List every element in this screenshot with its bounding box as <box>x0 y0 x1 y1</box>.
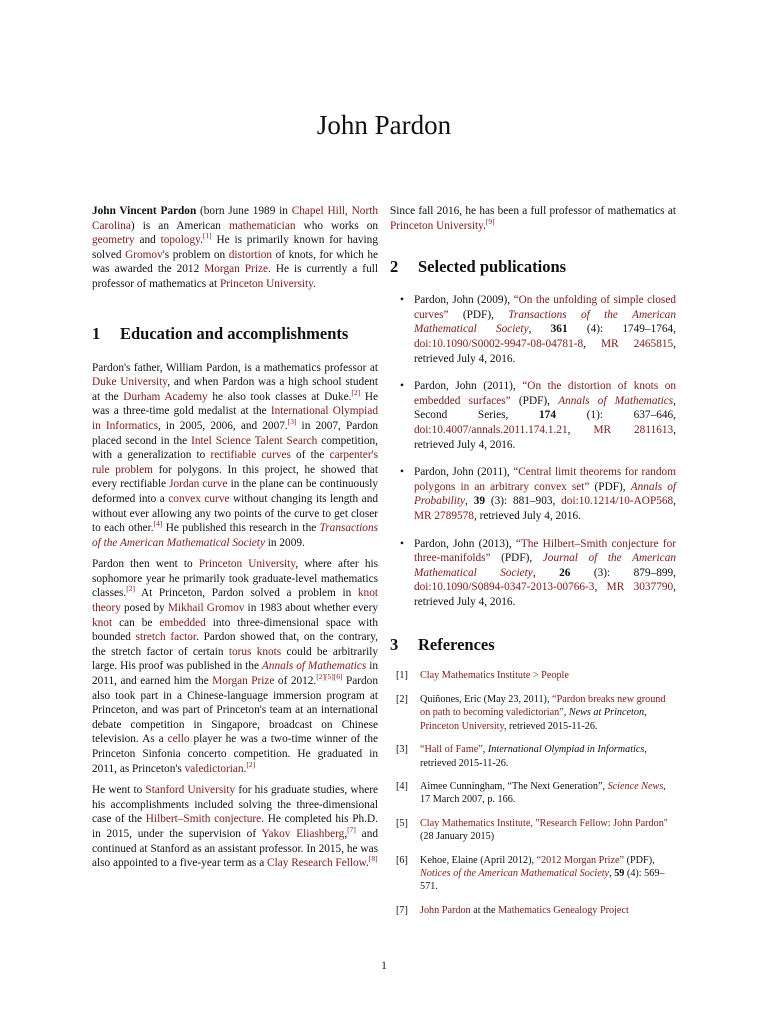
right-column <box>390 204 676 927</box>
ref-publication: Notices of the American Mathematical Society <box>420 867 610 879</box>
reference-item <box>390 817 676 844</box>
section-number: 2 <box>390 257 399 277</box>
ref-link[interactable]: Mathematics Genealogy Project <box>498 904 629 916</box>
ref-link[interactable]: Princeton University <box>420 720 504 732</box>
ref-number: [1] <box>396 670 408 682</box>
education-paragraph-2 <box>92 557 378 776</box>
text: competition, with a generalization to <box>92 434 379 462</box>
ref-publication-link[interactable] <box>608 781 664 792</box>
text: , <box>567 423 594 436</box>
text: who works on <box>295 219 378 232</box>
ref-volume: 59 <box>614 867 625 879</box>
education-paragraph-4 <box>390 204 676 233</box>
link-princeton[interactable]: Princeton University <box>390 219 484 232</box>
link-morgan-prize[interactable]: Morgan Prize <box>212 675 275 688</box>
pub-title-link[interactable]: “The Hilbert–Smith conjecture for three-manifolds” <box>414 537 676 565</box>
link-ioi[interactable]: International Olympiad in Informatics <box>92 405 378 432</box>
text: and <box>134 234 161 247</box>
text: . <box>366 857 369 870</box>
citation-2[interactable]: [2] <box>246 759 256 769</box>
publication-item <box>390 293 676 366</box>
text: (born June 1989 in <box>196 205 292 217</box>
link-valedictorian[interactable]: valedictorian <box>184 762 244 775</box>
link-knot-theory[interactable]: knot theory <box>92 587 378 615</box>
text: Since fall 2016, he has been a full professor of mathematics at <box>390 205 676 217</box>
link-durham-academy[interactable]: Durham Academy <box>123 390 208 403</box>
text: , <box>583 337 601 350</box>
pub-doi-link[interactable]: doi:10.1090/S0002-9947-08-04781-8 <box>414 337 584 350</box>
text: at the <box>470 904 499 916</box>
text: he also took classes at Duke. <box>207 390 352 403</box>
text: . He completed his Ph.D. in 2015, under the supervision of <box>92 813 378 840</box>
link-knot[interactable]: knot <box>92 616 113 629</box>
text: , retrieved July 4, 2016. <box>473 509 581 522</box>
text: . He is currently a full professor of mathematics at <box>92 263 378 290</box>
citation-8[interactable]: [8] <box>368 854 378 864</box>
text: , retrieved July 4, 2016. <box>414 423 676 451</box>
text: , retrieved July 4, 2016. <box>414 581 676 608</box>
text: , Second Series, <box>414 394 676 422</box>
text: Pardon also took part in a Chinese-language immersion program at Princeton, and was part of Princeton's team at an international debate competition in Singapore, broadcast on Chinese television. As a <box>92 675 378 746</box>
text: . <box>200 234 203 247</box>
text: 's problem on <box>162 248 229 261</box>
link-carpenters-rule[interactable]: carpenter's rule problem <box>92 449 379 476</box>
link-gromov[interactable]: Gromov <box>125 248 163 261</box>
link-convex-curve[interactable]: convex curve <box>168 492 230 505</box>
pub-journal-link[interactable] <box>558 395 673 407</box>
text: , <box>482 744 488 756</box>
text: in 1983 about whether every <box>244 602 378 615</box>
ref-number: [6] <box>396 854 408 866</box>
ref-number: [5] <box>396 817 408 829</box>
text: . <box>313 277 316 290</box>
text: , in 2005, 2006, and 2007. <box>157 419 288 432</box>
section-heading-publications <box>390 257 676 277</box>
citation-group[interactable]: [2][5][6] <box>316 672 343 682</box>
text: can be <box>112 616 160 629</box>
journal-title: Transactions of the American Mathematical Society <box>414 308 676 336</box>
section-title: Education and accomplishments <box>120 323 349 343</box>
publication-item <box>390 379 676 452</box>
link-distortion[interactable]: distortion <box>228 248 273 261</box>
text: (28 January 2015) <box>420 831 495 843</box>
text: in the plane can be continuously deformed into a <box>92 478 379 505</box>
bullet-icon: • <box>400 380 404 393</box>
ref-link[interactable]: Clay Mathematics Institute > People <box>420 670 569 682</box>
reference-item <box>390 743 676 770</box>
reference-item <box>390 854 676 894</box>
text: He is primarily known for having solved <box>92 234 378 261</box>
reference-item <box>390 904 676 917</box>
text: (PDF), <box>589 480 631 493</box>
section-title: References <box>418 635 495 655</box>
pub-volume: 174 <box>539 409 556 422</box>
citation-7[interactable]: [7] <box>347 825 356 835</box>
journal-title: Journal of the American Mathematical Society <box>414 552 676 579</box>
pub-volume: 361 <box>550 323 568 336</box>
pub-title-link[interactable]: “Central limit theorems for random polygons in an arbitrary convex set” <box>414 466 676 493</box>
text: , retrieved July 4, 2016. <box>414 337 676 365</box>
text: of knots, for which he was awarded the 2012 <box>92 248 379 276</box>
ref-publication: Science News <box>607 780 664 792</box>
pub-author: Pardon, John (2009), <box>414 294 514 307</box>
ref-link[interactable]: Clay Mathematics Institute, "Research Fellow: John Pardon" <box>420 817 668 829</box>
ref-publication: News at Princeton <box>568 707 645 719</box>
text: , 17 March 2007, p. 166. <box>420 780 666 806</box>
section-number: 1 <box>92 323 101 343</box>
ref-number: [2] <box>396 693 408 705</box>
journal-title: Annals of Mathematics <box>558 394 674 407</box>
link-torus-knots[interactable]: torus knots <box>228 645 282 658</box>
ref-publication-link[interactable] <box>420 868 609 879</box>
text: , <box>344 827 348 840</box>
ref-publication: International Olympiad in Informatics <box>487 744 645 756</box>
publication-item <box>390 465 676 523</box>
text: (4): 569–571. <box>420 867 665 893</box>
page-number: 1 <box>381 960 387 972</box>
pub-mr-link[interactable]: MR 3037790 <box>606 581 674 594</box>
text: . <box>243 762 247 775</box>
ref-link[interactable]: “Pardon breaks new ground on path to becoming valedictorian” <box>420 693 666 719</box>
journal-title: Annals of Probability <box>414 480 676 508</box>
reference-item <box>390 669 676 682</box>
text: Aimee Cunningham, “The Next Generation”, <box>420 780 608 792</box>
text: (PDF), <box>510 394 559 407</box>
text: Quiñones, Eric (May 23, 2011), <box>420 693 553 705</box>
journal-title: Transactions of the American Mathematical Society <box>92 522 378 549</box>
left-column <box>92 204 378 878</box>
text: for his graduate studies, where his accomplishments included solving the three-dimensional case of the <box>92 784 379 826</box>
text: , <box>673 495 676 508</box>
link-rectifiable-curves[interactable]: rectifiable curves <box>210 449 291 462</box>
text: He went to <box>92 784 146 797</box>
pub-mr-link[interactable]: MR 2789578 <box>414 509 474 522</box>
education-paragraph-3 <box>92 783 378 871</box>
text: into three-dimensional space with bounded <box>92 616 378 644</box>
text: Pardon's father, William Pardon, is a mathematics professor at <box>92 361 378 374</box>
link-stretch-factor[interactable]: stretch factor <box>135 631 197 644</box>
citation-2[interactable]: [2] <box>126 584 135 594</box>
citation-3[interactable]: [3] <box>287 417 297 427</box>
page-title: John Pardon <box>316 110 452 140</box>
pub-doi-link[interactable]: doi:10.1214/10-AOP568 <box>561 495 674 508</box>
text: and continued at Stanford as an assistant professor. In 2015, he was also appointed to a five-year term as a <box>92 827 378 870</box>
text: Pardon then went to <box>92 558 199 571</box>
text: , <box>532 566 560 579</box>
link-geometry[interactable]: geometry <box>92 234 135 247</box>
citation-1[interactable]: [1] <box>202 231 212 241</box>
ref-number: [4] <box>396 780 408 792</box>
link-stanford[interactable]: Stanford University <box>145 784 236 797</box>
section-heading-references <box>390 635 676 655</box>
intro-paragraph <box>92 204 378 292</box>
journal-title: Annals of Mathematics <box>261 660 367 673</box>
text: , retrieved 2015-11-26. <box>420 744 647 769</box>
pub-volume: 39 <box>473 495 485 508</box>
text: , <box>644 707 647 719</box>
text: He was a three-time gold medalist at the <box>92 390 378 418</box>
link-embedded[interactable]: embedded <box>159 616 206 629</box>
link-clay-fellow[interactable]: Clay Research Fellow <box>267 857 367 870</box>
subject-name: John Vincent Pardon <box>92 205 197 217</box>
text: , and when Pardon was a high school student at the <box>92 376 378 403</box>
pub-doi-link[interactable]: doi:10.1090/S0894-0347-2013-00766-3 <box>414 581 595 594</box>
pub-doi-link[interactable]: doi:10.4007/annals.2011.174.1.21 <box>414 423 568 436</box>
pub-author: Pardon, John (2013), <box>414 537 516 550</box>
link-hilbert-smith[interactable]: Hilbert–Smith conjecture <box>145 813 262 826</box>
link-annals[interactable] <box>262 660 366 672</box>
text: without changing its length and without ever allowing any two points of the curve to get closer to each other. <box>92 492 378 535</box>
text: , <box>528 323 551 336</box>
text: of the <box>290 449 330 462</box>
link-eliashberg[interactable]: Yakov Eliashberg <box>261 827 345 840</box>
link-morgan-prize[interactable]: Morgan Prize <box>204 263 268 276</box>
text: for polygons. In this project, he showed that every rectifiable <box>92 463 378 491</box>
link-intel-sts[interactable]: Intel Science Talent Search <box>191 434 318 447</box>
bullet-icon: • <box>400 466 404 479</box>
text: posed by <box>120 602 168 615</box>
text: At Princeton, Pardon solved a problem in <box>134 587 358 600</box>
link-topology[interactable]: topology <box>160 234 201 247</box>
pub-mr-link[interactable]: MR 2811613 <box>593 423 674 436</box>
education-paragraph-1 <box>92 361 378 551</box>
text: , retrieved 2015-11-26. <box>503 720 598 732</box>
link-chapel-hill[interactable]: Chapel Hill, North Carolina <box>92 205 378 232</box>
section-number: 3 <box>390 635 399 655</box>
link-cello[interactable]: cello <box>167 733 190 746</box>
pub-author: Pardon, John (2011), <box>414 380 523 393</box>
reference-item <box>390 693 676 733</box>
link-duke[interactable]: Duke University <box>92 376 168 389</box>
ref-link[interactable]: John Pardon <box>420 904 471 916</box>
text: could be arbitrarily large. His proof was published in the <box>92 645 379 673</box>
text: He published this research in the <box>162 522 320 535</box>
link-princeton[interactable]: Princeton University <box>198 558 296 571</box>
section-heading-education <box>92 324 378 344</box>
pub-volume: 26 <box>559 566 571 579</box>
text: , <box>609 867 615 879</box>
reference-item <box>390 780 676 807</box>
text: ) is an American <box>130 219 229 232</box>
text: , where after his sophomore year he primarily took graduate-level mathematics classes. <box>92 558 379 600</box>
text: in 2007, Pardon placed second in the <box>92 419 378 447</box>
pub-mr-link[interactable]: MR 2465815 <box>601 337 674 350</box>
text: (3): 879–899, <box>570 566 676 579</box>
text: , <box>594 581 607 594</box>
bullet-icon: • <box>400 537 404 550</box>
text: in 2011, and earned him the <box>92 660 378 688</box>
text: (PDF), <box>624 854 655 866</box>
text: (1): 637–646, <box>555 409 676 422</box>
text: , <box>465 495 474 508</box>
pub-title-link[interactable]: “On the distortion of knots on embedded surfaces” <box>414 380 676 407</box>
text: of 2012. <box>274 675 317 688</box>
link-princeton[interactable]: Princeton University <box>220 277 314 290</box>
text: Kehoe, Elaine (April 2012), <box>420 854 537 866</box>
bullet-icon: • <box>400 294 404 307</box>
text: . <box>483 219 486 232</box>
publication-item <box>390 537 676 610</box>
citation-2[interactable]: [2] <box>351 387 361 397</box>
pub-author: Pardon, John (2011), <box>414 466 514 479</box>
ref-link[interactable]: “Hall of Fame” <box>420 744 483 756</box>
text: . Pardon showed that, on the contrary, the stretch factor of certain <box>92 631 378 658</box>
text: (4): 1749–1764, <box>567 323 677 336</box>
ref-number: [3] <box>396 744 408 756</box>
text: in 2009. <box>264 536 305 549</box>
ref-number: [7] <box>396 904 408 916</box>
text: player he was a two-time winner of the Princeton Sinfonia concerto competition. He graduated in 2011, as Princeton's <box>92 733 378 775</box>
text: (3): 881–903, <box>485 495 562 508</box>
reference-list <box>390 669 676 917</box>
publication-list <box>390 293 676 609</box>
link-mikhail-gromov[interactable]: Mikhail Gromov <box>167 602 245 615</box>
text: , <box>563 707 569 719</box>
pub-title-link[interactable]: “On the unfolding of simple closed curves” <box>414 294 676 321</box>
text: (PDF), <box>448 308 509 321</box>
citation-4[interactable]: [4] <box>153 519 163 529</box>
link-mathematician[interactable]: mathematician <box>228 219 296 232</box>
link-jordan-curve[interactable]: Jordan curve <box>169 478 228 491</box>
text: (PDF), <box>490 552 543 565</box>
ref-link[interactable]: “2012 Morgan Prize” <box>536 854 625 866</box>
section-title: Selected publications <box>418 257 567 277</box>
citation-9[interactable]: [9] <box>485 216 495 226</box>
